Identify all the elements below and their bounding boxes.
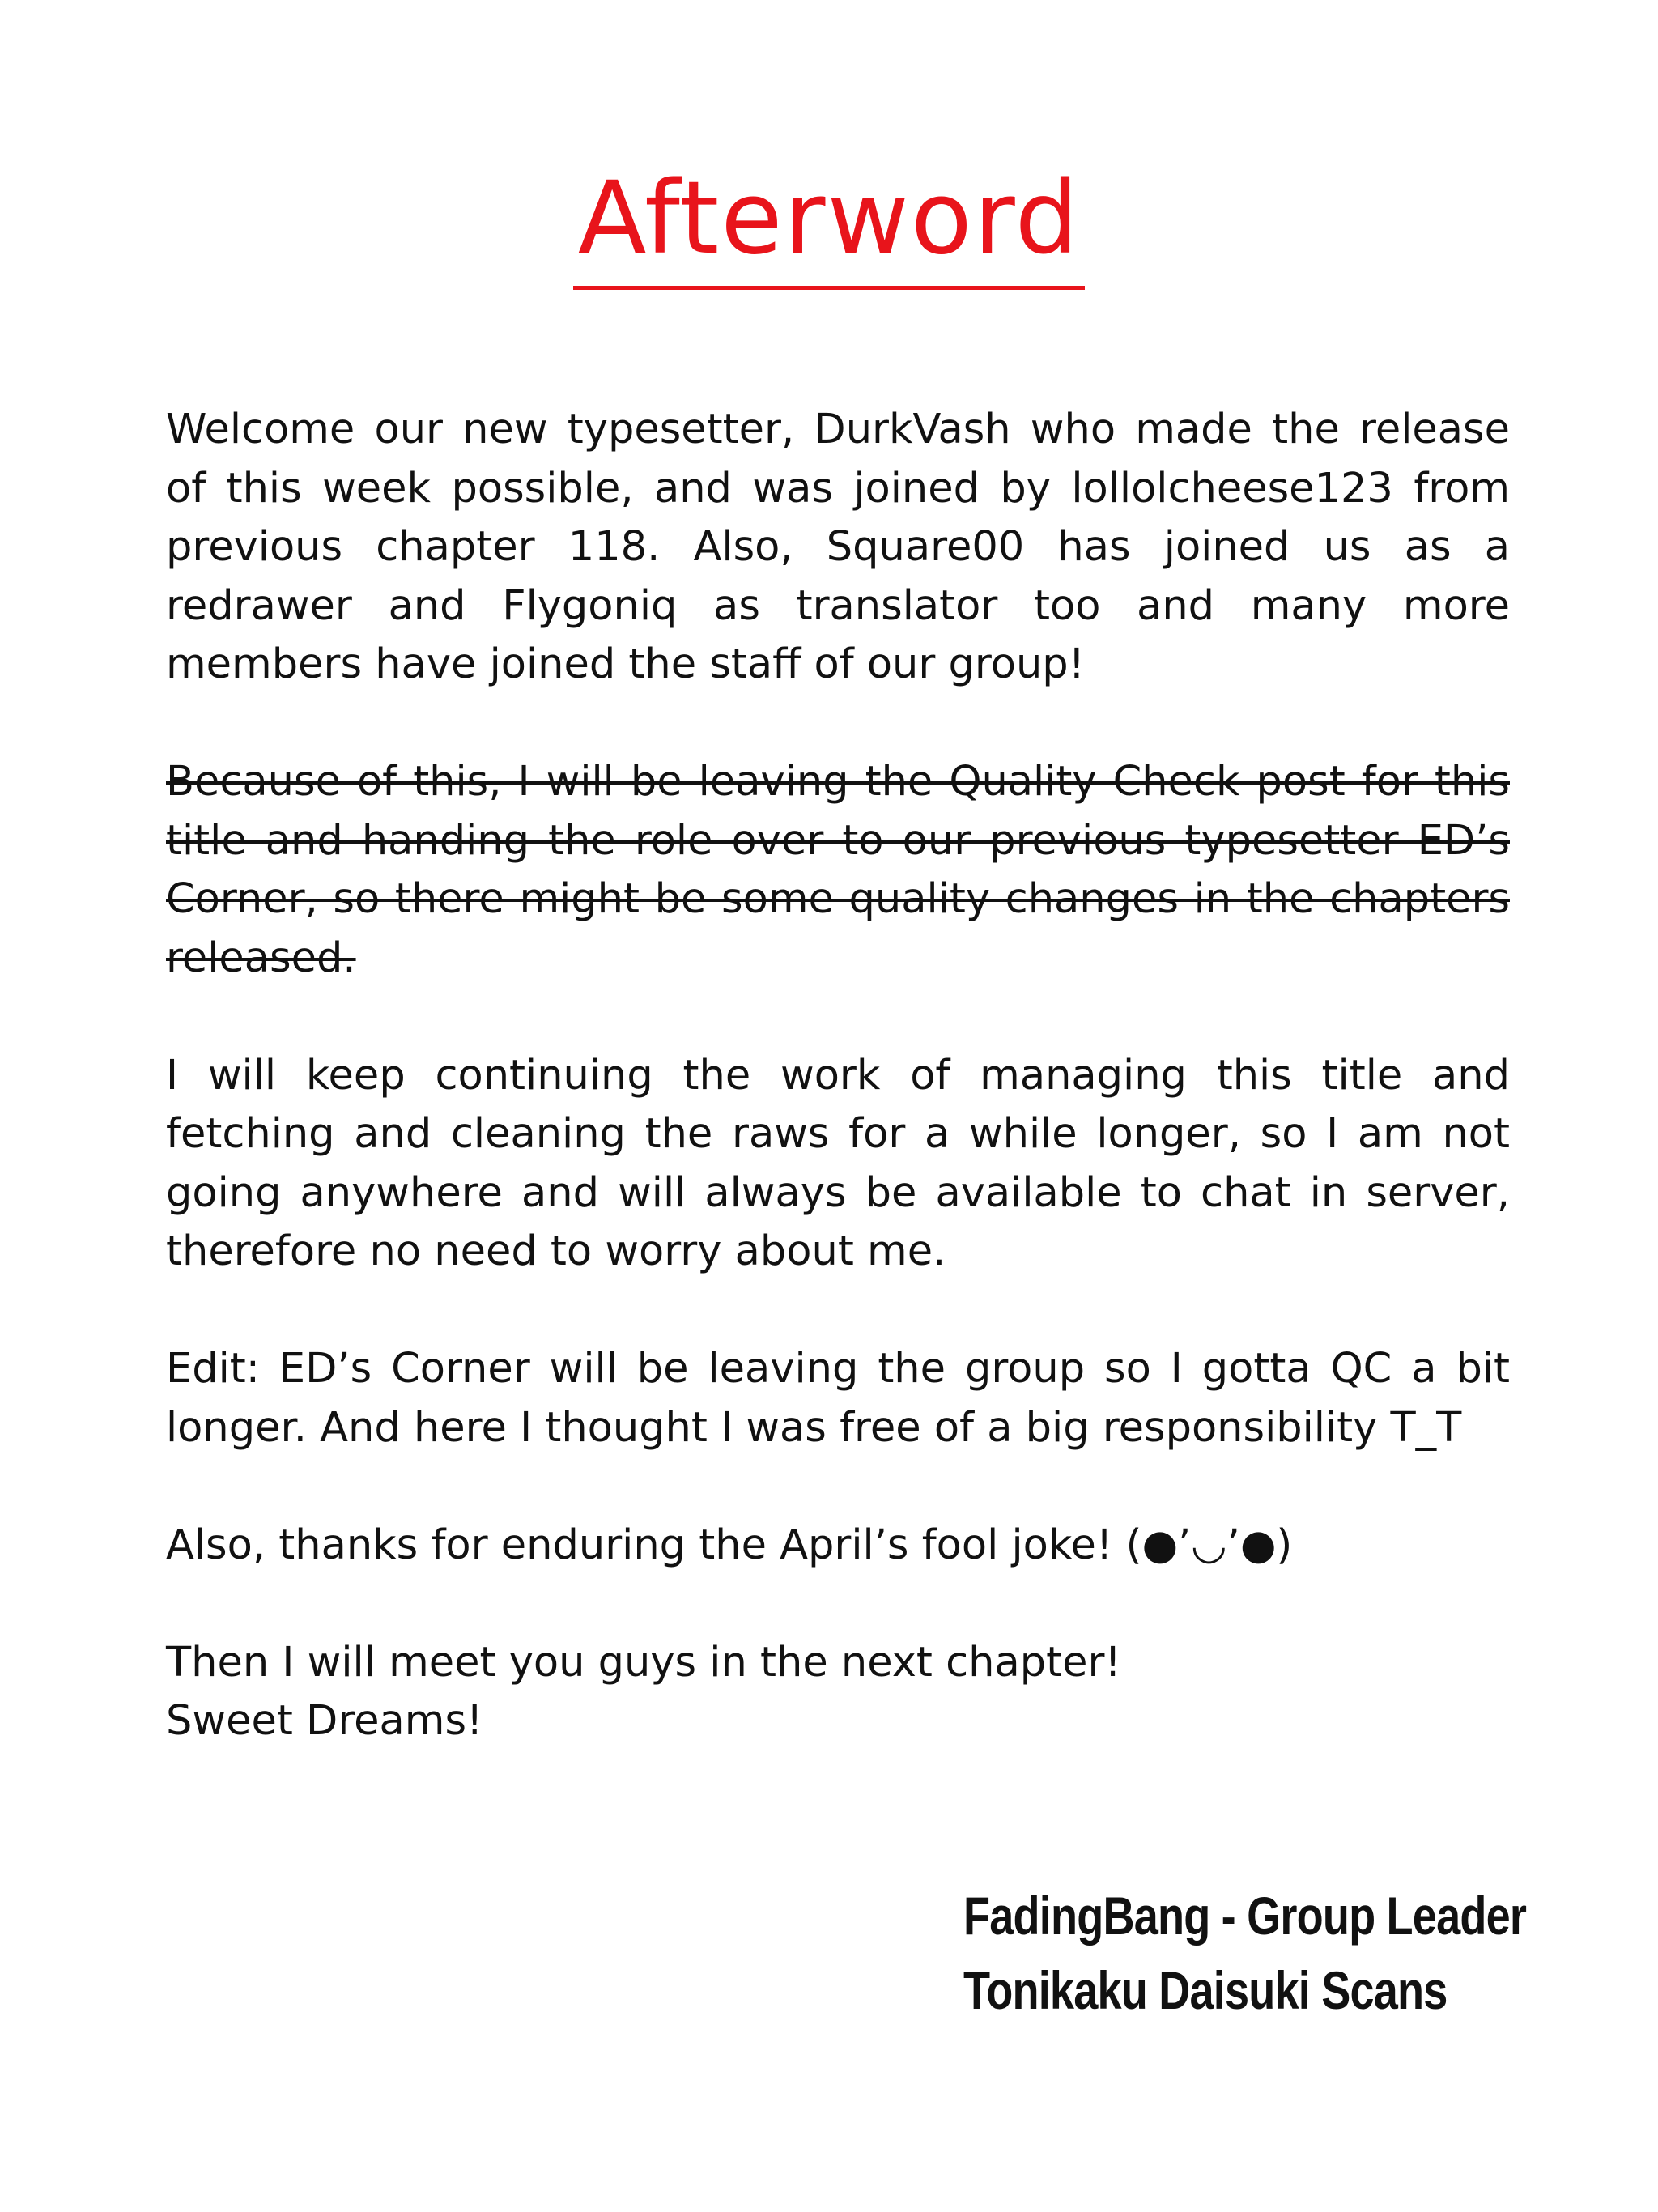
afterword-body bbox=[166, 401, 1510, 1810]
signature-block bbox=[963, 1878, 1650, 2027]
paragraph-qc-handover-struck: Because of this, I will be leaving the Quality Check post for this title and handing the role over to our previous typesetter ED’s Corner, so there might be some quality changes in the chapters released. bbox=[166, 758, 1510, 982]
paragraph-welcome: Welcome our new typesetter, DurkVash who made the release of this week possible, and was joined by lollolcheese123 from previous chapter 118. Also, Square00 has joined us as a redrawer and Flygoniq as translator too and many more members have joined the staff of our group! bbox=[166, 406, 1510, 688]
paragraph-edit: Edit: ED’s Corner will be leaving the group so I gotta QC a bit longer. And here I thought I was free of a big responsibility T_T bbox=[166, 1345, 1510, 1452]
paragraph-closing bbox=[166, 1634, 1510, 1751]
paragraph-april-fools: Also, thanks for enduring the April’s fool joke! (●’◡’●) bbox=[166, 1521, 1293, 1569]
paragraph-continuing: I will keep continuing the work of managing this title and fetching and cleaning the raws for a while longer, so I am not going anywhere and will always be available to chat in server, therefore no need to worry about me. bbox=[166, 1051, 1510, 1275]
title-container bbox=[0, 160, 1658, 290]
signature-line-2: Tonikaku Daisuki Scans bbox=[963, 1960, 1448, 2020]
signature-line-1: FadingBang - Group Leader bbox=[963, 1886, 1527, 1946]
closing-line-1: Then I will meet you guys in the next chapter! bbox=[166, 1638, 1121, 1687]
closing-line-2: Sweet Dreams! bbox=[166, 1697, 483, 1745]
page-title: Afterword bbox=[573, 166, 1086, 290]
